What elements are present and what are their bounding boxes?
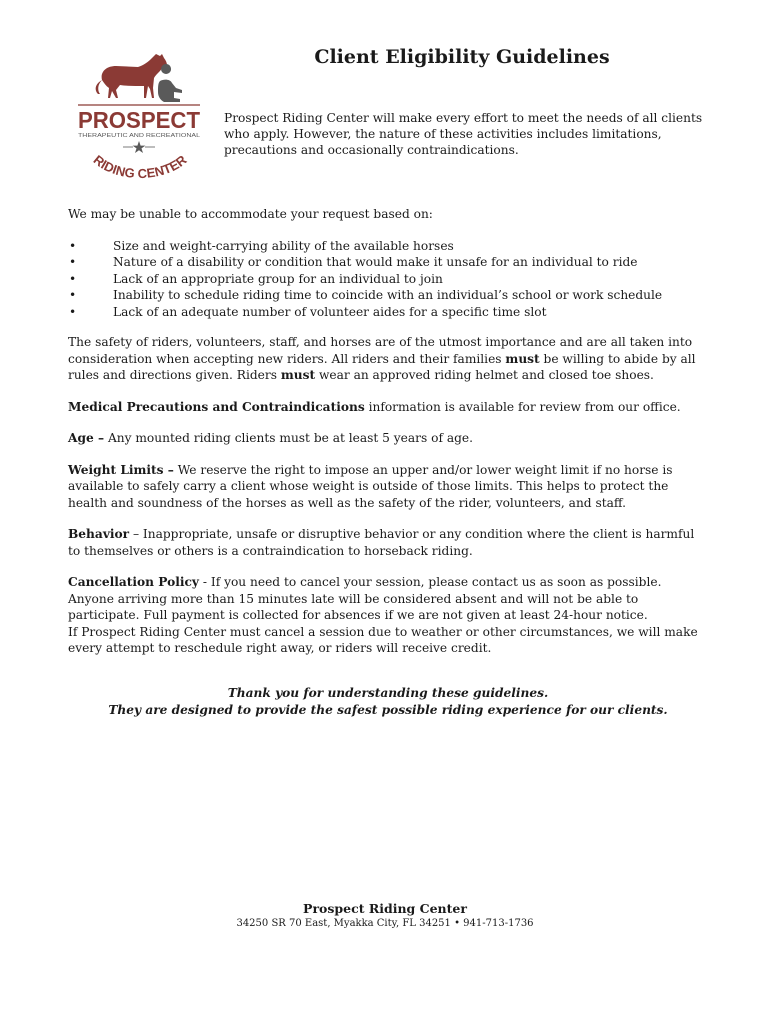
age-paragraph: Age – Any mounted riding clients must be at least 5 years of age. bbox=[68, 431, 473, 445]
horse-icon bbox=[96, 54, 167, 98]
safety-paragraph: The safety of riders, volunteers, staff, and horses are of the utmost importance and are all taken into consideration when accepting new riders. All riders and their families must be willing to abide by all rules and directions given. Riders must wear an approved riding helmet and closed toe shoes. bbox=[68, 335, 696, 382]
page-title: Client Eligibility Guidelines bbox=[314, 46, 610, 68]
list-item: • Inability to schedule riding time to coincide with an individual’s school or work schedule bbox=[68, 287, 708, 304]
footer-address: 34250 SR 70 East, Myakka City, FL 34251 • 941-713-1736 bbox=[236, 918, 534, 929]
logo-arc-text: RIDING CENTER bbox=[90, 152, 190, 180]
list-item: • Lack of an adequate number of volunteer aides for a specific time slot bbox=[68, 304, 708, 321]
person-icon bbox=[158, 64, 182, 102]
cancellation-paragraph: Cancellation Policy - If you need to cancel your session, please contact us as soon as possible. Anyone arriving more than 15 minutes late will be considered absent and will not be able to participate. Full payment is collected for absences if we are not given at least 24-hour notice. If Prospect Riding Center must cancel a session due to weather or other circumstances, we will make every attempt to reschedule right away, or riders will receive credit. bbox=[68, 575, 698, 655]
intro-paragraph: Prospect Riding Center will make every effort to meet the needs of all clients who apply. However, the nature of these activities includes limitations, precautions and occasionally contraindications. bbox=[224, 111, 703, 157]
star-icon bbox=[133, 141, 146, 153]
footer-org-name: Prospect Riding Center bbox=[303, 901, 467, 916]
eligibility-list bbox=[68, 238, 708, 321]
weight-limits-paragraph: Weight Limits – We reserve the right to impose an upper and/or lower weight limit if no horse is available to safely carry a client whose weight is outside of those limits. This helps to protect the health and soundness of the horses as well as the safety of the rider, volunteers, and staff. bbox=[68, 462, 673, 510]
body-content bbox=[68, 206, 708, 720]
thank-you-note: Thank you for understanding these guidelines. They are designed to provide the safest possible riding experience for our clients. bbox=[108, 685, 668, 717]
behavior-paragraph: Behavior – Inappropriate, unsafe or disruptive behavior or any condition where the client is harmful to themselves or others is a contraindication to horseback riding. bbox=[68, 527, 695, 558]
footer bbox=[0, 901, 770, 929]
logo-wordmark: PROSPECT bbox=[78, 107, 200, 133]
logo-subtitle: THERAPEUTIC AND RECREATIONAL bbox=[78, 133, 201, 139]
list-item: • Size and weight-carrying ability of the available horses bbox=[68, 238, 708, 255]
list-item: • Lack of an appropriate group for an individual to join bbox=[68, 271, 708, 288]
eligibility-lead: We may be unable to accommodate your request based on: bbox=[68, 207, 433, 221]
medical-paragraph: Medical Precautions and Contraindications information is available for review from our office. bbox=[68, 399, 681, 414]
prospect-riding-center-logo bbox=[76, 50, 202, 180]
list-item: • Nature of a disability or condition that would make it unsafe for an individual to ride bbox=[68, 254, 708, 271]
